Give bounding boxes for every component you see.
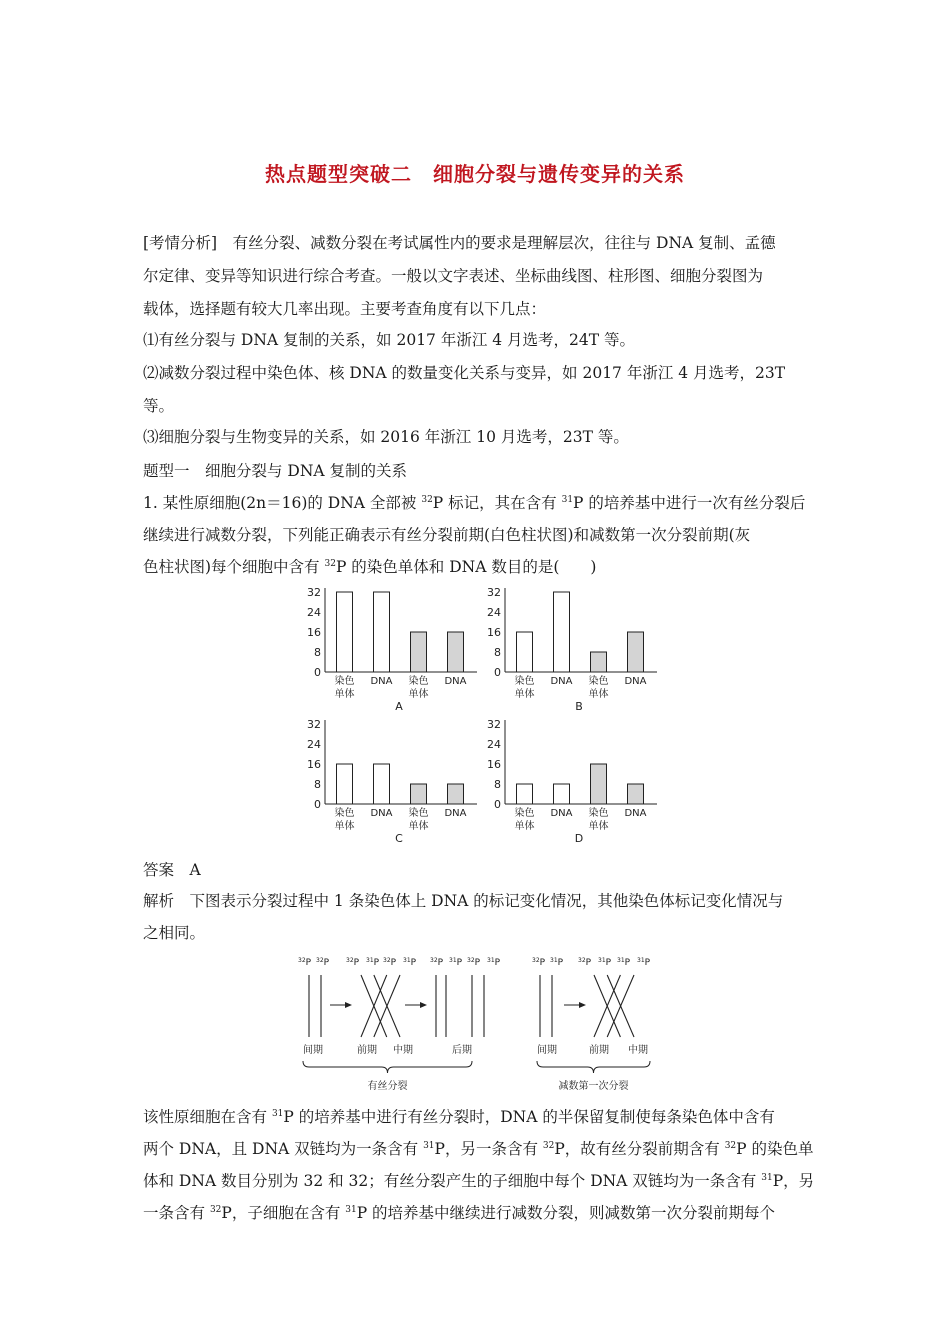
answer: 答案 A bbox=[143, 861, 201, 879]
tail-line-4: 一条含有 $^{32}$P，子细胞在含有 $^{31}$P 的培养基中继续进行减数分裂，则减数第一次分裂前期每个 bbox=[143, 1204, 776, 1222]
question-line-1: 1. 某性原细胞(2n＝16)的 DNA 全部被 $^{32}$P 标记，其在含有 $^{31}$P 的培养基中进行一次有丝分裂后 bbox=[143, 494, 806, 512]
point-3: ⑶细胞分裂与生物变异的关系，如 2016 年浙江 10 月选考，23T 等。 bbox=[143, 428, 629, 446]
analysis-line-3: 载体，选择题有较大几率出现。主要考查角度有以下几点： bbox=[143, 300, 547, 318]
isotope-label: $^{32}$P bbox=[430, 957, 444, 968]
y-tick-label: 24 bbox=[487, 606, 501, 619]
x-tick-label: 单体 bbox=[334, 821, 355, 832]
bar bbox=[337, 592, 353, 672]
stage-label: 后期 bbox=[452, 1045, 472, 1056]
x-tick-label: 染色 bbox=[514, 808, 535, 819]
analysis-tag: [考情分析] bbox=[143, 234, 218, 252]
analysis-line-2: 尔定律、变异等知识进行综合考查。一般以文字表述、坐标曲线图、柱形图、细胞分裂图为 bbox=[143, 267, 764, 285]
y-tick-label: 16 bbox=[487, 758, 501, 771]
isotope-label: $^{32}$P bbox=[316, 957, 330, 968]
isotope-label: $^{32}$P bbox=[346, 957, 360, 968]
bar bbox=[517, 632, 533, 672]
y-tick-label: 0 bbox=[494, 666, 501, 679]
y-tick-label: 0 bbox=[314, 798, 321, 811]
isotope-label: $^{31}$P bbox=[366, 957, 380, 968]
stage-label: 间期 bbox=[303, 1045, 323, 1056]
bar bbox=[554, 592, 570, 672]
type-heading: 题型一 细胞分裂与 DNA 复制的关系 bbox=[143, 462, 408, 480]
x-tick-label: DNA bbox=[370, 808, 393, 819]
arrow-head bbox=[420, 1002, 427, 1008]
x-tick-label: 单体 bbox=[408, 689, 429, 700]
stage-label: 前期 bbox=[589, 1045, 609, 1056]
x-tick-label: 染色 bbox=[588, 808, 609, 819]
isotope-label: $^{32}$P bbox=[467, 957, 481, 968]
isotope-label: $^{31}$P bbox=[550, 957, 564, 968]
point-2-cont: 等。 bbox=[143, 397, 175, 415]
x-tick-label: DNA bbox=[550, 676, 573, 687]
x-tick-label: DNA bbox=[624, 808, 647, 819]
y-tick-label: 24 bbox=[307, 738, 321, 751]
bar bbox=[517, 784, 533, 804]
isotope-label: $^{31}$P bbox=[598, 957, 612, 968]
isotope-label: $^{31}$P bbox=[637, 957, 651, 968]
x-tick-label: 染色 bbox=[514, 676, 535, 687]
isotope-label: $^{32}$P bbox=[383, 957, 397, 968]
y-tick-label: 8 bbox=[494, 778, 501, 791]
y-tick-label: 0 bbox=[494, 798, 501, 811]
x-tick-label: DNA bbox=[624, 676, 647, 687]
y-tick-label: 24 bbox=[487, 738, 501, 751]
bar bbox=[337, 764, 353, 804]
tail-line-1: 该性原细胞在含有 $^{31}$P 的培养基中进行有丝分裂时，DNA 的半保留复制使每条染色体中含有 bbox=[143, 1108, 775, 1126]
bar bbox=[448, 632, 464, 672]
point-2: ⑵减数分裂过程中染色体、核 DNA 的数量变化关系与变异，如 2017 年浙江 4 月选考，23T bbox=[143, 364, 786, 382]
y-tick-label: 16 bbox=[487, 626, 501, 639]
chart-title: D bbox=[574, 832, 584, 845]
group-label: 有丝分裂 bbox=[367, 1081, 408, 1092]
y-tick-label: 8 bbox=[494, 646, 501, 659]
isotope-label: $^{32}$P bbox=[578, 957, 592, 968]
analysis-line-1: [考情分析] 有丝分裂、减数分裂在考试属性内的要求是理解层次，往往与 DNA 复制、孟德 bbox=[143, 234, 776, 252]
y-tick-label: 24 bbox=[307, 606, 321, 619]
point-1: ⑴有丝分裂与 DNA 复制的关系，如 2017 年浙江 4 月选考，24T 等。 bbox=[143, 331, 636, 349]
y-tick-label: 8 bbox=[314, 646, 321, 659]
group-brace bbox=[303, 1061, 472, 1073]
chart-title: C bbox=[395, 832, 403, 845]
y-tick-label: 16 bbox=[307, 626, 321, 639]
page-title: 热点题型突破二 细胞分裂与遗传变异的关系 bbox=[265, 162, 685, 186]
chart-title: B bbox=[575, 700, 583, 713]
x-tick-label: DNA bbox=[370, 676, 393, 687]
sup-32: 32 bbox=[421, 495, 433, 505]
y-tick-label: 32 bbox=[307, 586, 321, 599]
isotope-label: $^{31}$P bbox=[403, 957, 417, 968]
stage-label: 前期 bbox=[357, 1045, 377, 1056]
x-tick-label: 单体 bbox=[588, 821, 609, 832]
x-tick-label: 单体 bbox=[514, 821, 535, 832]
bar bbox=[411, 784, 427, 804]
group-label: 减数第一次分裂 bbox=[558, 1081, 629, 1092]
tail-line-2: 两个 DNA，且 DNA 双链均为一条含有 $^{31}$P，另一条含有 $^{32}$P，故有丝分裂前期含有 $^{32}$P 的染色单 bbox=[143, 1140, 814, 1158]
bar bbox=[628, 632, 644, 672]
question-line-3: 色柱状图)每个细胞中含有 $^{32}$P 的染色单体和 DNA 数目的是( ) bbox=[143, 558, 597, 576]
x-tick-label: 染色 bbox=[408, 676, 429, 687]
x-tick-label: 染色 bbox=[588, 676, 609, 687]
x-tick-label: 单体 bbox=[514, 689, 535, 700]
stage-label: 间期 bbox=[537, 1045, 557, 1056]
bar bbox=[411, 632, 427, 672]
isotope-label: $^{31}$P bbox=[487, 957, 501, 968]
x-tick-label: 单体 bbox=[588, 689, 609, 700]
explanation-line-1: 解析 下图表示分裂过程中 1 条染色体上 DNA 的标记变化情况，其他染色体标记变化情况与 bbox=[143, 892, 784, 910]
stage-label: 中期 bbox=[393, 1045, 413, 1056]
chart-B bbox=[487, 586, 657, 713]
x-tick-label: 染色 bbox=[334, 808, 355, 819]
isotope-label: $^{32}$P bbox=[532, 957, 546, 968]
y-tick-label: 32 bbox=[487, 586, 501, 599]
y-tick-label: 32 bbox=[487, 718, 501, 731]
x-tick-label: 单体 bbox=[408, 821, 429, 832]
x-tick-label: 染色 bbox=[408, 808, 429, 819]
y-tick-label: 8 bbox=[314, 778, 321, 791]
bar bbox=[591, 652, 607, 672]
bar bbox=[374, 764, 390, 804]
arrow-head bbox=[579, 1002, 586, 1008]
bar-charts bbox=[0, 580, 950, 850]
y-tick-label: 16 bbox=[307, 758, 321, 771]
isotope-label: $^{31}$P bbox=[617, 957, 631, 968]
question-line-2: 继续进行减数分裂，下列能正确表示有丝分裂前期(白色柱状图)和减数第一次分裂前期(灰 bbox=[143, 526, 751, 544]
bar bbox=[628, 784, 644, 804]
bar bbox=[554, 784, 570, 804]
chart-title: A bbox=[395, 700, 403, 713]
chart-C bbox=[307, 718, 477, 845]
explanation-line-2: 之相同。 bbox=[143, 924, 206, 942]
x-tick-label: 染色 bbox=[334, 676, 355, 687]
x-tick-label: 单体 bbox=[334, 689, 355, 700]
chart-A bbox=[307, 586, 477, 713]
y-tick-label: 32 bbox=[307, 718, 321, 731]
chromosome-labeling-diagram bbox=[0, 945, 950, 1095]
tail-line-3: 体和 DNA 数目分别为 32 和 32；有丝分裂产生的子细胞中每个 DNA 双链均为一条含有 $^{31}$P，另 bbox=[143, 1172, 815, 1190]
x-tick-label: DNA bbox=[444, 676, 467, 687]
bar bbox=[374, 592, 390, 672]
group-brace bbox=[537, 1061, 650, 1073]
sup-31: 31 bbox=[561, 495, 574, 505]
arrow-head bbox=[345, 1002, 352, 1008]
bar bbox=[591, 764, 607, 804]
y-tick-label: 0 bbox=[314, 666, 321, 679]
isotope-label: $^{31}$P bbox=[449, 957, 463, 968]
stage-label: 中期 bbox=[628, 1045, 648, 1056]
isotope-label: $^{32}$P bbox=[298, 957, 312, 968]
x-tick-label: DNA bbox=[444, 808, 467, 819]
x-tick-label: DNA bbox=[550, 808, 573, 819]
bar bbox=[448, 784, 464, 804]
chart-D bbox=[487, 718, 657, 845]
